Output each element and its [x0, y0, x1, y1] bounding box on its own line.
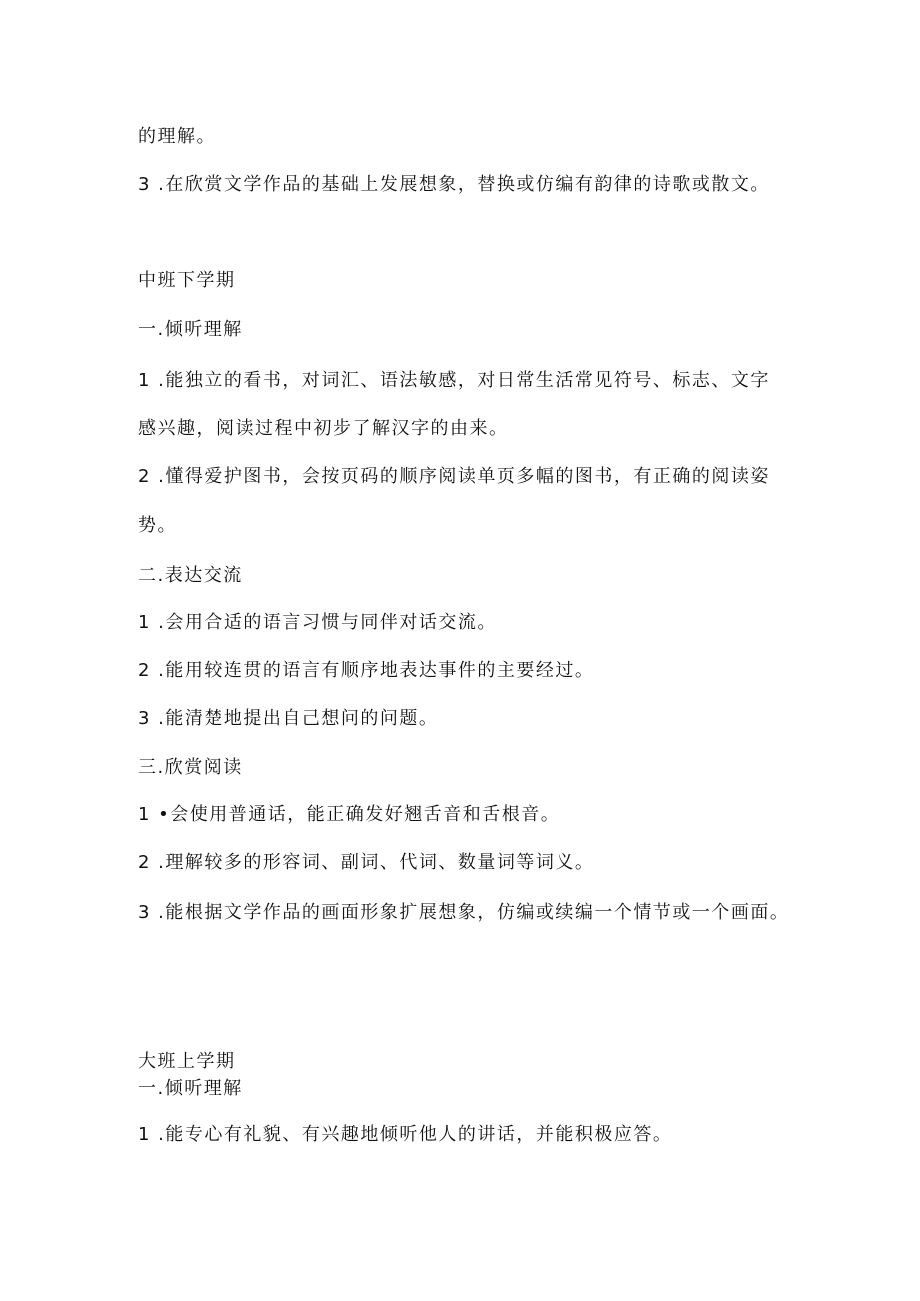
- subsection-heading: 一.倾听理解: [138, 1078, 243, 1099]
- list-item: 1 .能专心有礼貌、有兴趣地倾听他人的讲话，并能积极应答。: [138, 1124, 673, 1145]
- paragraph-continuation: 的理解。: [138, 126, 216, 147]
- section-heading: 大班上学期: [138, 1051, 236, 1072]
- list-item: 3 .在欣赏文学作品的基础上发展想象，替换或仿编有韵律的诗歌或散文。: [138, 174, 770, 195]
- list-item: 2 .能用较连贯的语言有顺序地表达事件的主要经过。: [138, 660, 595, 681]
- list-item: 1 •会使用普通话，能正确发好翘舌音和舌根音。: [138, 804, 561, 825]
- list-item: 2 .懂得爱护图书，会按页码的顺序阅读单页多幅的图书，有正确的阅读姿: [138, 466, 770, 487]
- list-item: 1 .能独立的看书，对词汇、语法敏感，对日常生活常见符号、标志、文字: [138, 370, 770, 391]
- list-item: 1 .会用合适的语言习惯与同伴对话交流。: [138, 612, 497, 633]
- subsection-heading: 三.欣赏阅读: [138, 757, 243, 778]
- list-item-continuation: 势。: [138, 515, 177, 536]
- list-item: 3 .能清楚地提出自己想问的问题。: [138, 708, 439, 729]
- list-item: 2 .理解较多的形容词、副词、代词、数量词等词义。: [138, 852, 595, 873]
- subsection-heading: 二.表达交流: [138, 565, 243, 586]
- section-heading: 中班下学期: [138, 270, 236, 291]
- list-item: 3 .能根据文学作品的画面形象扩展想象，仿编或续编一个情节或一个画面。: [138, 902, 790, 923]
- subsection-heading: 一.倾听理解: [138, 319, 243, 340]
- list-item-continuation: 感兴趣，阅读过程中初步了解汉字的由来。: [138, 418, 509, 439]
